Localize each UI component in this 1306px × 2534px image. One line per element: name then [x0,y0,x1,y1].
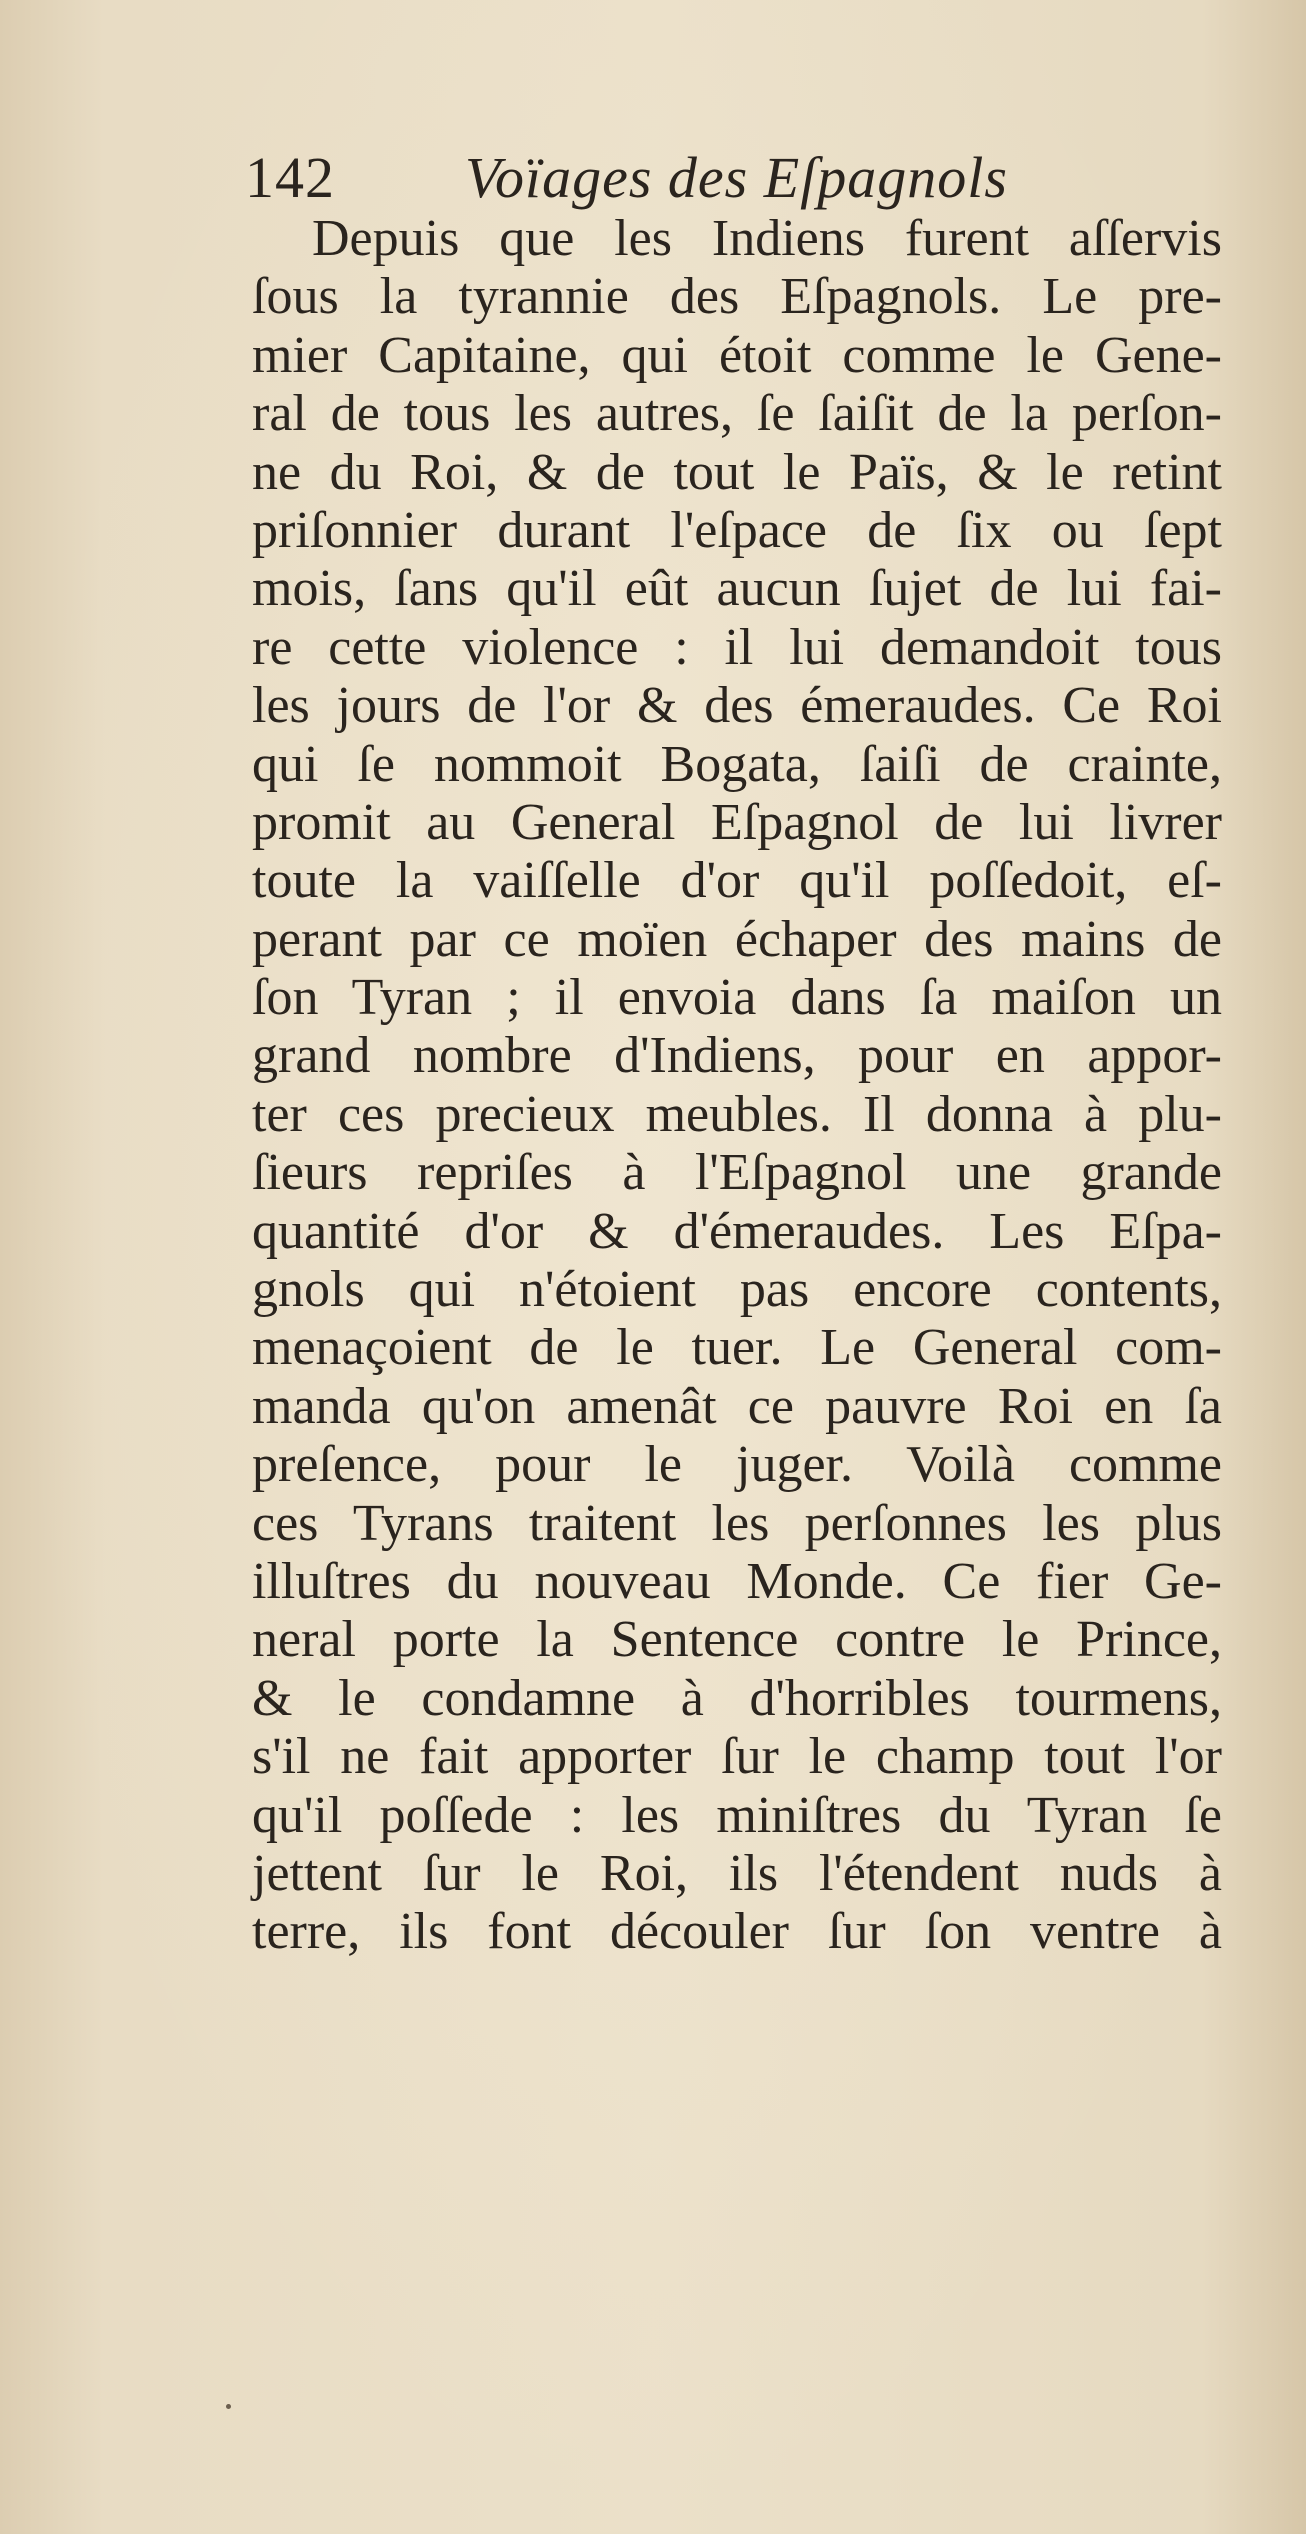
text-line: ral de tous les autres, ſe ſaiſit de la perſon- [252,385,1222,443]
text-line: preſence, pour le juger. Voilà comme [252,1436,1222,1494]
running-head [245,138,1145,218]
text-line: ne du Roi, & de tout le Païs, & le retint [252,443,1222,501]
running-title: Voïages des Eſpagnols [465,145,1008,210]
text-line: ſon Tyran ; il envoia dans ſa maiſon un [252,969,1222,1027]
text-line: grand nombre d'Indiens, pour en appor- [252,1027,1222,1085]
text-line: ces Tyrans traitent les perſonnes les plus [252,1494,1222,1552]
text-line: & le condamne à d'horribles tourmens, [252,1669,1222,1727]
text-line: les jours de l'or & des émeraudes. Ce Roi [252,677,1222,735]
text-line: toute la vaiſſelle d'or qu'il poſſedoit, eſ- [252,852,1222,910]
text-line: illuſtres du nouveau Monde. Ce fier Ge- [252,1552,1222,1610]
text-line: ter ces precieux meubles. Il donna à plu- [252,1085,1222,1143]
ink-speck [226,2404,231,2409]
text-line: re cette violence : il lui demandoit tous [252,618,1222,676]
text-line: qu'il poſſede : les miniſtres du Tyran ſe [252,1786,1222,1844]
text-line: mier Capitaine, qui étoit comme le Gene- [252,326,1222,384]
text-line: menaçoient de le tuer. Le General com- [252,1319,1222,1377]
text-line: s'il ne fait apporter ſur le champ tout l'or [252,1728,1222,1786]
text-line: Depuis que les Indiens furent aſſervis [312,210,1222,267]
body-text [252,210,1222,1962]
text-line: priſonnier durant l'eſpace de ſix ou ſept [252,501,1222,559]
text-line: ſieurs repriſes à l'Eſpagnol une grande [252,1144,1222,1202]
text-line: manda qu'on amenât ce pauvre Roi en ſa [252,1377,1222,1435]
text-line: terre, ils font découler ſur ſon ventre à [252,1903,1222,1961]
text-line: jettent ſur le Roi, ils l'étendent nuds à [252,1844,1222,1902]
text-line: qui ſe nommoit Bogata, ſaiſi de crainte, [252,735,1222,793]
text-line: promit au General Eſpagnol de lui livrer [252,793,1222,851]
text-line: mois, ſans qu'il eût aucun ſujet de lui fai- [252,560,1222,618]
text-line: quantité d'or & d'émeraudes. Les Eſpa- [252,1202,1222,1260]
text-line: gnols qui n'étoient pas encore contents, [252,1261,1222,1319]
page-number: 142 [245,145,335,210]
text-line: neral porte la Sentence contre le Prince, [252,1611,1222,1669]
text-line: perant par ce moïen échaper des mains de [252,910,1222,968]
text-line: ſous la tyrannie des Eſpagnols. Le pre- [252,268,1222,326]
